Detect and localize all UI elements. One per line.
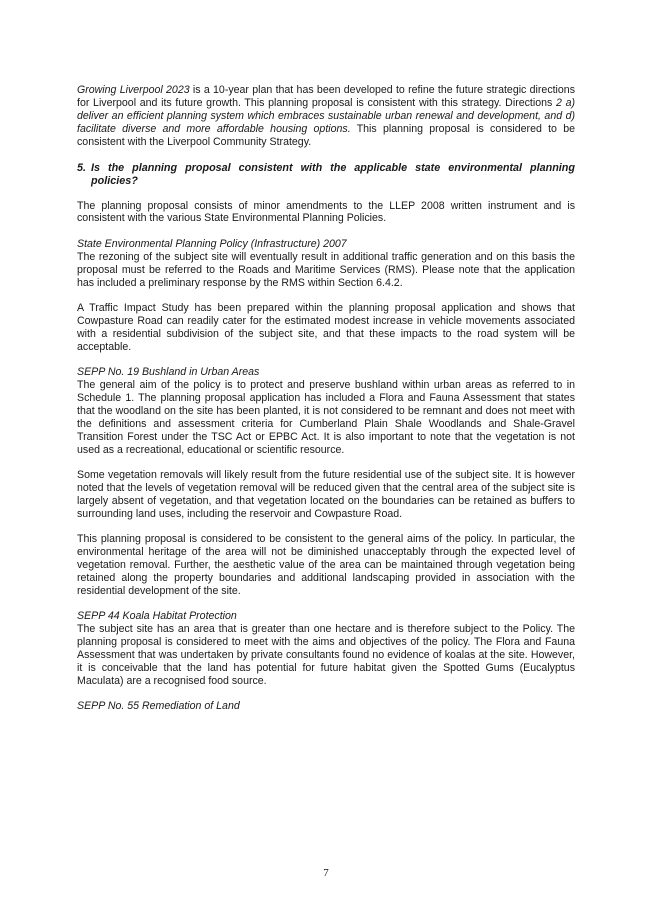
intro-text-2: This planning proposal is considered to be consistent with the Liverpool Community Strategy. — [77, 122, 575, 148]
sepp-19-block — [77, 366, 575, 598]
sepp-19-p1: The general aim of the policy is to protect and preserve bushland within urban areas as referred to in Schedule 1. The planning proposal application has included a Flora and Fauna Assessment that states that the woodland on the site has been planted, it is not considered to be remnant and does not meet with the definitions and assessment criteria for Cumberland Plain Shale Woodlands and Shale-Gravel Transition Forest under the TSC Act or EPBC Act. It is also important to note that the vegetation is not used as a recreational, educational or scientific resource. — [77, 379, 575, 456]
sepp-19-p2: Some vegetation removals will likely result from the future residential use of the subject site. It is however noted that the levels of vegetation removal will be reduced given that the central area of the subject site is largely absent of vegetation, and that vegetation located on the boundaries can be retained as buffers to surrounding land uses, including the reservoir and Cowpasture Road. — [77, 468, 575, 520]
page-number: 7 — [323, 867, 329, 879]
sepp-44-heading: SEPP 44 Koala Habitat Protection — [77, 610, 237, 623]
sepp-44-block — [77, 610, 575, 687]
sepp-infrastructure-block — [77, 238, 575, 354]
sepp-19-p3: This planning proposal is considered to be consistent to the general aims of the policy. In particular, the environmental heritage of the area will not be diminished unacceptably through the expected level of vegetation removal. Further, the aesthetic value of the area can be maintained through vegetation being retained along the property boundaries and additional landscaping provided in association with the residential development of the site. — [77, 533, 575, 597]
sepp-infrastructure-heading: State Environmental Planning Policy (Infrastructure) 2007 — [77, 237, 347, 250]
section-number: 5. — [77, 161, 87, 174]
intro-text-1: is a 10-year plan that has been developed to refine the future strategic directions for Liverpool and its future growth. This planning proposal is consistent with this strategy. Directions — [77, 84, 575, 109]
sepp-55-heading: SEPP No. 55 Remediation of Land — [77, 700, 240, 713]
section-heading — [77, 162, 575, 188]
section-question: Is the planning proposal consistent with the applicable state environmental planning policies? — [91, 161, 575, 187]
page-content — [77, 84, 575, 713]
intro-paragraph — [77, 84, 575, 149]
sepp-infrastructure-p1: The rezoning of the subject site will eventually result in additional traffic generation and on this basis the proposal must be referred to the Roads and Maritime Services (RMS). Please note that the application has included a preliminary response by the RMS within Section 6.4.2. — [77, 250, 575, 289]
intro-title: Growing Liverpool 2023 — [77, 84, 190, 96]
sepp-44-p1: The subject site has an area that is greater than one hectare and is therefore subject to the Policy. The planning proposal is considered to meet with the aims and objectives of the policy. The Flora and Fauna Assessment that was undertaken by private consultants found no evidence of koalas at the site. However, it is conceivable that the land has potential for future habitat given the Spotted Gums (Eucalyptus Maculata) are a recognised food source. — [77, 623, 575, 687]
sepp-infrastructure-p2: A Traffic Impact Study has been prepared within the planning proposal application and shows that Cowpasture Road can readily cater for the estimated modest increase in vehicle movements associated with a residential subdivision of the subject site, and that these impacts to the road system will be acceptable. — [77, 301, 575, 353]
summary-paragraph: The planning proposal consists of minor amendments to the LLEP 2008 written instrument and is consistent with the various State Environmental Planning Policies. — [77, 199, 575, 225]
sepp-19-heading: SEPP No. 19 Bushland in Urban Areas — [77, 366, 260, 379]
intro-directions: 2 a) deliver an efficient planning system which embraces sustainable urban renewal and development, and d) facilitate diverse and more affordable housing options. — [77, 96, 575, 135]
